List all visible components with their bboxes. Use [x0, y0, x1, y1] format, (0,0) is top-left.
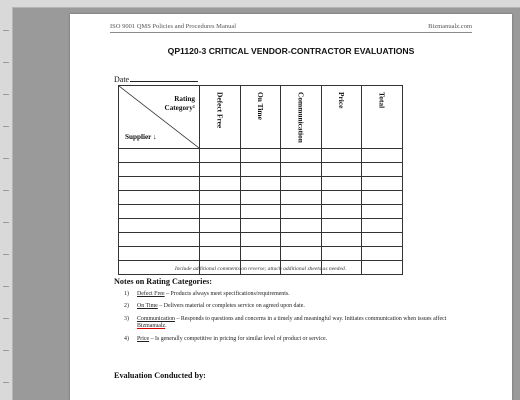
rating-cell[interactable] [240, 149, 281, 163]
note-number: 3) [124, 315, 129, 322]
rating-cell[interactable] [240, 247, 281, 261]
note-term: Communication [137, 315, 175, 322]
rating-cell[interactable] [200, 205, 241, 219]
note-number: 1) [124, 291, 129, 297]
table-row [119, 163, 403, 177]
header-website: Bizmanualz.com [428, 23, 472, 30]
rating-cell[interactable] [321, 247, 362, 261]
rating-cell[interactable] [200, 219, 241, 233]
horizontal-ruler [12, 0, 520, 8]
note-description: – Products always meet specifications/requirements. [164, 291, 290, 297]
table-caption: Include additional comments on reverse; attach additional sheets as needed. [174, 266, 347, 272]
ruler-tick [3, 382, 9, 383]
note-text [137, 336, 327, 343]
rating-cell[interactable] [281, 149, 322, 163]
header-manual-name: ISO 9001 QMS Policies and Procedures Manual [110, 23, 237, 30]
table-row [119, 233, 403, 247]
rating-cell[interactable] [362, 233, 403, 247]
rating-label-line2: Category¹ [164, 104, 195, 112]
supplier-cell[interactable] [119, 205, 200, 219]
note-term: Price [137, 335, 150, 342]
ruler-tick [3, 126, 9, 127]
note-text [137, 316, 454, 331]
column-header-label: Communication [296, 92, 306, 143]
rating-cell[interactable] [281, 219, 322, 233]
rating-cell[interactable] [321, 205, 362, 219]
rating-cell[interactable] [281, 233, 322, 247]
rating-cell[interactable] [321, 163, 362, 177]
evaluation-conducted-by: Evaluation Conducted by: [114, 371, 206, 380]
rating-cell[interactable] [281, 247, 322, 261]
rating-cell[interactable] [362, 247, 403, 261]
note-item [124, 303, 454, 310]
rating-cell[interactable] [321, 177, 362, 191]
ruler-tick [3, 254, 9, 255]
supplier-cell[interactable] [119, 163, 200, 177]
ruler-tick [3, 190, 9, 191]
supplier-cell[interactable] [119, 247, 200, 261]
note-number: 2) [124, 303, 129, 310]
rating-cell[interactable] [321, 149, 362, 163]
table-row [119, 177, 403, 191]
column-header-total [362, 86, 403, 149]
rating-cell[interactable] [200, 177, 241, 191]
ruler-tick [3, 62, 9, 63]
rating-cell[interactable] [362, 205, 403, 219]
ruler-tick [3, 286, 9, 287]
note-number: 4) [124, 335, 129, 342]
table-body [119, 149, 403, 275]
note-description: – Delivers material or completes service on agreed upon date. [157, 303, 305, 310]
ruler-tick [3, 158, 9, 159]
page-header [110, 23, 472, 30]
supplier-cell[interactable] [119, 149, 200, 163]
date-blank-line[interactable] [130, 73, 198, 82]
table-row [119, 247, 403, 261]
rating-cell[interactable] [362, 149, 403, 163]
rating-cell[interactable] [362, 219, 403, 233]
column-header-on-time [240, 86, 281, 149]
note-term: Defect Free [137, 291, 165, 297]
ruler-tick [3, 318, 9, 319]
column-header-label: Defect Free [215, 92, 225, 129]
note-item [124, 316, 454, 331]
rating-cell[interactable] [240, 163, 281, 177]
rating-cell[interactable] [321, 191, 362, 205]
note-end: . [165, 323, 167, 330]
rating-cell[interactable] [200, 247, 241, 261]
note-description: – Is generally competitive in pricing for similar level of product or service. [149, 335, 328, 342]
rating-cell[interactable] [200, 233, 241, 247]
rating-cell[interactable] [281, 177, 322, 191]
table-row [119, 205, 403, 219]
column-header-label: Price [337, 92, 347, 109]
diagonal-header-cell [119, 86, 200, 149]
vertical-ruler [0, 0, 13, 400]
note-item [124, 336, 454, 343]
rating-cell[interactable] [281, 191, 322, 205]
rating-label-line1: Rating [174, 95, 195, 103]
rating-cell[interactable] [281, 205, 322, 219]
rating-cell[interactable] [240, 205, 281, 219]
supplier-cell[interactable] [119, 233, 200, 247]
ruler-tick [3, 350, 9, 351]
rating-cell[interactable] [240, 219, 281, 233]
supplier-cell[interactable] [119, 219, 200, 233]
header-divider [110, 32, 472, 33]
supplier-cell[interactable] [119, 191, 200, 205]
table-header-row [119, 86, 403, 149]
table-row [119, 149, 403, 163]
ruler-tick [3, 222, 9, 223]
column-header-communication [281, 86, 322, 149]
rating-cell[interactable] [200, 163, 241, 177]
note-text [137, 291, 290, 298]
rating-cell[interactable] [321, 233, 362, 247]
rating-cell[interactable] [281, 163, 322, 177]
table-row [119, 191, 403, 205]
note-item [124, 291, 454, 298]
rating-cell[interactable] [362, 177, 403, 191]
notes-list [124, 291, 454, 348]
note-text [137, 303, 305, 310]
rating-cell[interactable] [240, 233, 281, 247]
supplier-label: Supplier ↓ [125, 133, 157, 141]
rating-category-label [165, 95, 196, 113]
ruler-tick [3, 30, 9, 31]
rating-cell[interactable] [362, 163, 403, 177]
table-row [119, 219, 403, 233]
date-field [114, 73, 198, 84]
supplier-cell[interactable] [119, 177, 200, 191]
document-page[interactable] [70, 14, 512, 400]
evaluation-table [118, 85, 403, 275]
rating-cell[interactable] [240, 177, 281, 191]
note-term: On Time [137, 303, 158, 310]
rating-cell[interactable] [321, 219, 362, 233]
column-header-defect-free [200, 86, 241, 149]
column-header-price [321, 86, 362, 149]
rating-cell[interactable] [200, 191, 241, 205]
note-description: – Responds to questions and concerns in a timely and meaningful way. Initiates communication when issues affect [174, 315, 447, 322]
column-header-label: On Time [255, 92, 265, 120]
date-label: Date [114, 75, 130, 84]
column-header-label: Total [377, 92, 387, 109]
document-title: QP1120-3 CRITICAL VENDOR-CONTRACTOR EVALUATIONS [167, 46, 415, 56]
rating-cell[interactable] [200, 149, 241, 163]
rating-cell[interactable] [240, 191, 281, 205]
rating-cell[interactable] [362, 191, 403, 205]
notes-heading: Notes on Rating Categories: [114, 277, 213, 286]
note-company-name: Bizmanualz [137, 323, 166, 330]
ruler-tick [3, 94, 9, 95]
